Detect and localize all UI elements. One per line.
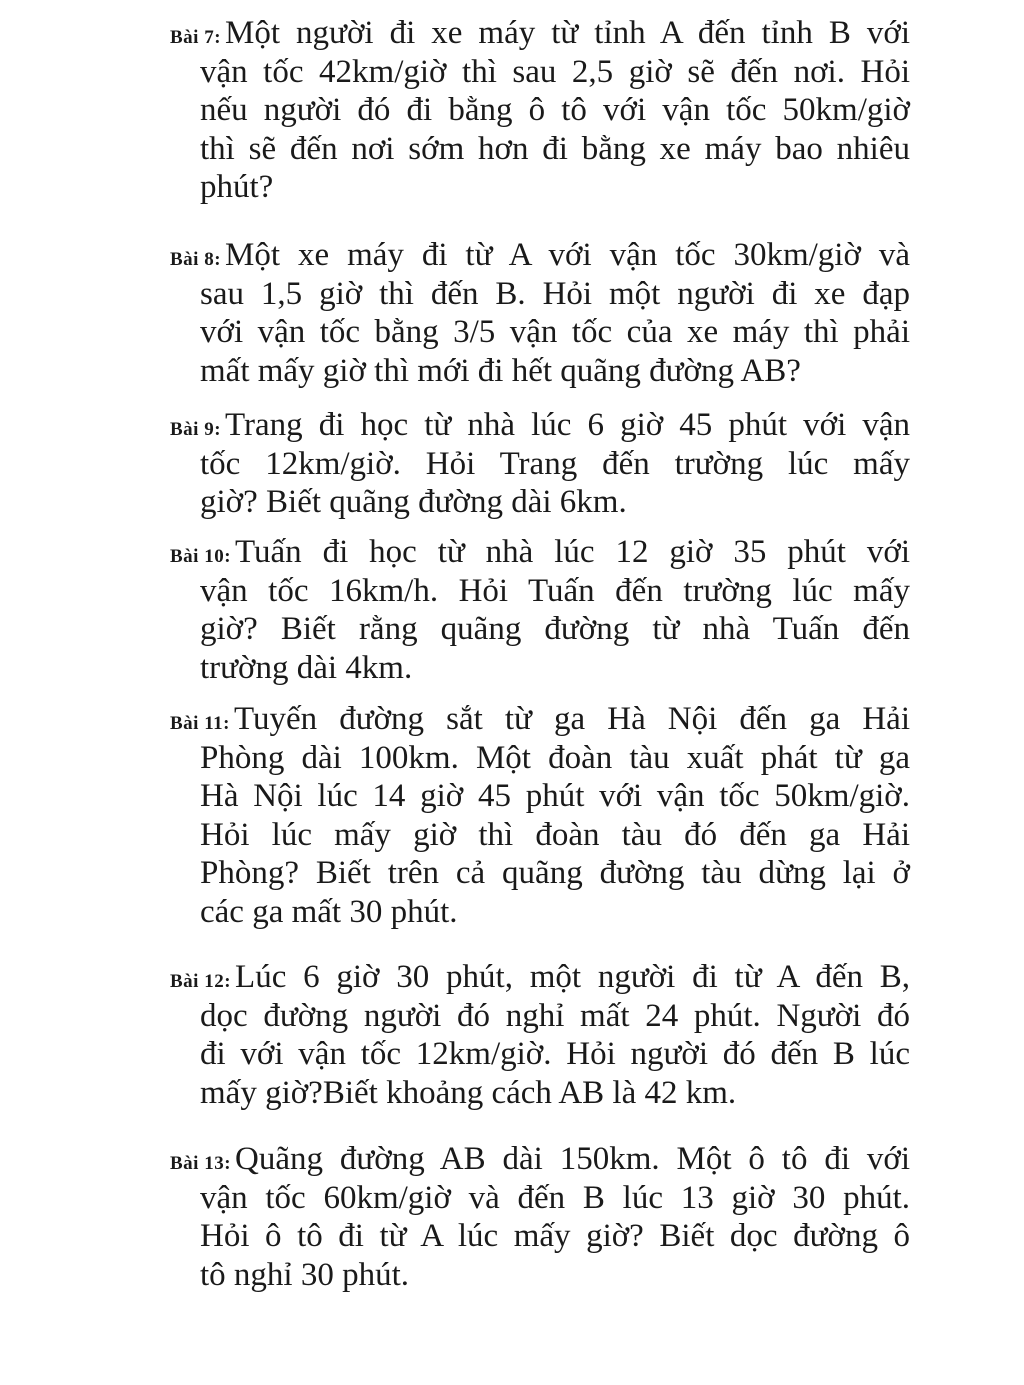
problem-line: vận tốc 16km/h. Hỏi Tuấn đến trường lúc mấy [200,572,910,609]
problem-line: với vận tốc bằng 3/5 vận tốc của xe máy thì phải [200,314,910,350]
problem-line: nếu người đó đi bằng ô tô với vận tốc 50km/giờ [200,92,910,128]
problem-label: Bài 9: [170,419,222,440]
problem-label: Bài 13: [170,1153,232,1174]
problem-text: Tuyến đường sắt từ ga Hà Nội đến ga Hải [233,701,910,737]
problem-line: Hỏi ô tô đi từ A lúc mấy giờ? Biết dọc đường ô [200,1218,910,1254]
problem-line [170,406,910,445]
problem-text: Tuấn đi học từ nhà lúc 12 giờ 35 phút với [235,534,910,570]
problem-7 [170,14,910,207]
problem-8 [170,236,910,390]
problem-line: Hà Nội lúc 14 giờ 45 phút với vận tốc 50km/giờ. [200,778,910,814]
problem-text: Lúc 6 giờ 30 phút, một người đi từ A đến B, [235,959,910,995]
problem-line: các ga mất 30 phút. [200,893,458,930]
problem-line: Phòng? Biết trên cả quãng đường tàu dừng lại ở [200,855,910,891]
problem-text: Quãng đường AB dài 150km. Một ô tô đi với [235,1141,910,1177]
problem-line [170,958,910,997]
problem-line: đi với vận tốc 12km/giờ. Hỏi người đó đến B lúc [200,1036,910,1072]
problem-9 [170,406,910,522]
problem-line: tốc 12km/giờ. Hỏi Trang đến trường lúc mấy [200,445,910,482]
problem-label: Bài 12: [170,971,232,992]
problem-line: thì sẽ đến nơi sớm hơn đi bằng xe máy bao nhiêu [200,130,910,167]
problem-line: mấy giờ?Biết khoảng cách AB là 42 km. [200,1074,737,1111]
problem-text: Một người đi xe máy từ tỉnh A đến tỉnh B với [225,15,910,51]
problem-line: trường dài 4km. [200,649,413,686]
problem-line [170,236,910,275]
problem-line [170,14,910,53]
problem-line: giờ? Biết rằng quãng đường từ nhà Tuấn đến [200,611,910,647]
problem-line: tô nghỉ 30 phút. [200,1256,410,1293]
problem-line: Phòng dài 100km. Một đoàn tàu xuất phát từ ga [200,739,910,776]
problem-line: sau 1,5 giờ thì đến B. Hỏi một người đi xe đạp [200,275,910,312]
problem-line: Hỏi lúc mấy giờ thì đoàn tàu đó đến ga Hải [200,816,910,853]
problem-line: dọc đường người đó nghỉ mất 24 phút. Người đó [200,997,910,1034]
problem-line: phút? [200,169,274,205]
problem-label: Bài 10: [170,546,232,567]
problem-line: mất mấy giờ thì mới đi hết quãng đường AB? [200,352,801,389]
problem-13 [170,1140,910,1294]
problem-12 [170,958,910,1112]
problem-label: Bài 11: [170,713,230,734]
problem-line [170,700,910,739]
problem-line [170,533,910,572]
problem-text: Một xe máy đi từ A với vận tốc 30km/giờ và [225,237,910,273]
problem-10 [170,533,910,687]
problem-label: Bài 8: [170,249,222,270]
problem-line: giờ? Biết quãng đường dài 6km. [200,484,627,520]
problem-line: vận tốc 60km/giờ và đến B lúc 13 giờ 30 phút. [200,1179,910,1216]
problem-line [170,1140,910,1179]
problem-text: Trang đi học từ nhà lúc 6 giờ 45 phút với vận [225,407,910,443]
problem-label: Bài 7: [170,27,222,48]
problem-line: vận tốc 42km/giờ thì sau 2,5 giờ sẽ đến nơi. Hỏi [200,53,910,90]
problem-11 [170,700,910,931]
